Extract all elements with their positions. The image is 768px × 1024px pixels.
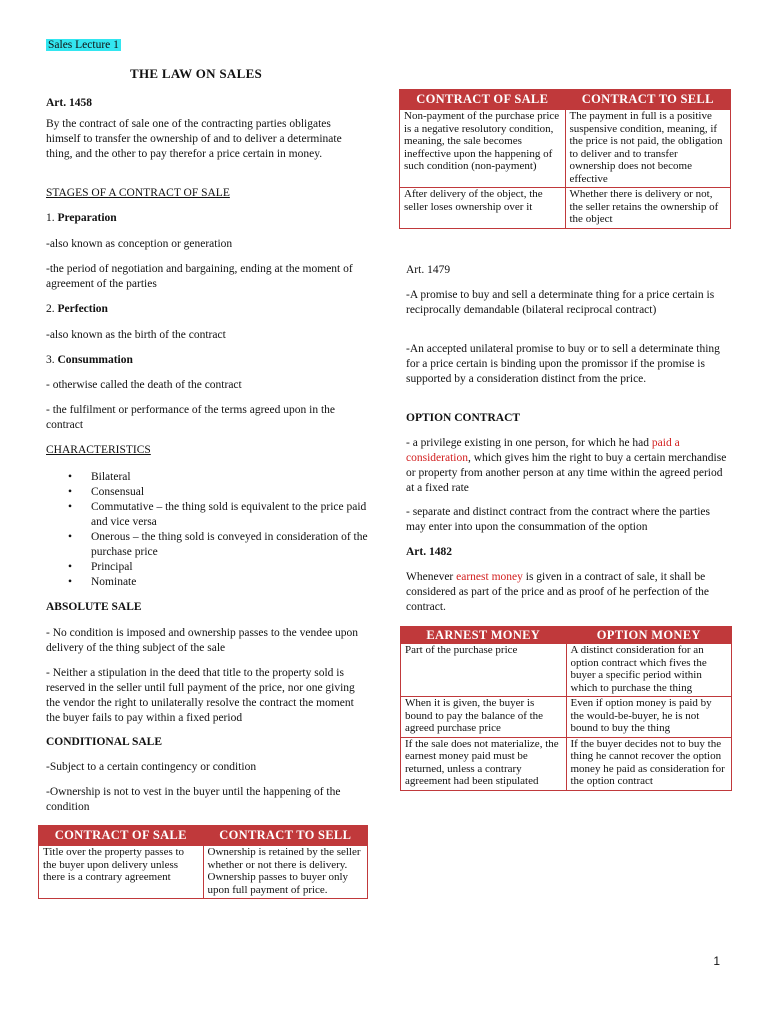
art1458-heading: Art. 1458 xyxy=(46,97,92,109)
col-contract-of-sale: CONTRACT OF SALE xyxy=(39,826,204,846)
stage-2-title xyxy=(46,302,108,317)
stage-3-title xyxy=(46,353,133,368)
stage-3-desc-b: - the fulfilment or performance of the terms agreed upon in the contract xyxy=(46,404,335,431)
stages-heading: STAGES OF A CONTRACT OF SALE xyxy=(46,187,230,199)
option-contract-p1 xyxy=(406,436,728,496)
header-tag-text: Sales Lecture 1 xyxy=(48,39,119,51)
characteristics-heading: CHARACTERISTICS xyxy=(46,444,151,456)
stage-3-desc-a: - otherwise called the death of the contract xyxy=(46,379,242,391)
table-cell: Non-payment of the purchase price is a negative resolutory condition, meaning, the sale becomes ineffective upon the happening of such condition (non-payment) xyxy=(400,110,566,188)
option-contract-heading: OPTION CONTRACT xyxy=(406,412,521,424)
characteristic-item: • Consensual xyxy=(46,485,368,500)
table-cell: A distinct consideration for an option contract which fives the buyer a specific period within which to purchase the thing xyxy=(566,644,732,697)
table-row xyxy=(39,846,368,899)
option-p1-highlight: paid a consideration xyxy=(406,437,680,464)
table-cell: The payment in full is a positive suspensive condition, meaning, if the price is not paid, the obligation to deliver and to transfer ownership does not become effective xyxy=(565,110,731,188)
characteristic-item: • Bilateral xyxy=(46,470,368,485)
sale-vs-sell-table-left xyxy=(38,825,368,899)
art1482-highlight: earnest money xyxy=(456,571,523,583)
stage-1-number: 1. xyxy=(46,212,58,224)
table-row xyxy=(401,697,732,738)
stage-1-label: Preparation xyxy=(57,212,117,224)
table-header-row xyxy=(401,627,732,644)
characteristic-item: • Nominate xyxy=(46,575,368,590)
table-row xyxy=(400,110,731,188)
table-row xyxy=(401,737,732,790)
table-cell: Ownership is retained by the seller whether or not there is delivery. Ownership passes to buyer only upon full payment of price. xyxy=(203,846,368,899)
stage-2-desc-a: -also known as the birth of the contract xyxy=(46,329,226,341)
art1482-text xyxy=(406,570,728,615)
art1479-p2: -An accepted unilateral promise to buy or to sell a determinate thing for a price certain is binding upon the promissor if the promise is supported by a consideration distinct from the price. xyxy=(406,343,720,385)
absolute-sale-p1: - No condition is imposed and ownership passes to the vendee upon delivery of the thing subject of the sale xyxy=(46,627,359,654)
characteristic-item: • Principal xyxy=(46,560,368,575)
stage-2-number: 2. xyxy=(46,303,58,315)
option-p1-text-cont: , which gives him the right to buy a certain merchandise or property from another person at any time within the agreed period at a fixed rate xyxy=(406,452,727,494)
stage-3-label: Consummation xyxy=(57,354,133,366)
table-cell: If the sale does not materialize, the earnest money paid must be returned, unless a contrary agreement had been stipulated xyxy=(401,737,567,790)
table-header-row xyxy=(39,826,368,846)
stage-2-label: Perfection xyxy=(57,303,108,315)
art1479-p1: -A promise to buy and sell a determinate thing for a price certain is reciprocally demandable (bilateral reciprocal contract) xyxy=(406,289,715,316)
characteristic-item: • Onerous – the thing sold is conveyed in consideration of the purchase price xyxy=(46,530,368,560)
col-option-money: OPTION MONEY xyxy=(566,627,732,644)
header-tag xyxy=(46,38,121,53)
option-p1-text: - a privilege existing in one person, for which he had xyxy=(406,437,652,449)
table-cell: Even if option money is paid by the would-be-buyer, he is not bound to buy the thing xyxy=(566,697,732,738)
conditional-sale-p1: -Subject to a certain contingency or condition xyxy=(46,761,257,773)
col-earnest-money: EARNEST MONEY xyxy=(401,627,567,644)
table-cell: Whether there is delivery or not, the seller retains the ownership of the object xyxy=(565,188,731,229)
col-contract-to-sell: CONTRACT TO SELL xyxy=(203,826,368,846)
table-row xyxy=(401,644,732,697)
characteristics-list xyxy=(46,470,368,590)
stage-1-desc-b: -the period of negotiation and bargaining, ending at the moment of agreement of the parties xyxy=(46,263,353,290)
page-number: 1 xyxy=(713,954,720,968)
option-contract-p2: - separate and distinct contract from the contract where the parties may enter into upon the consummation of the option xyxy=(406,506,710,533)
absolute-sale-heading: ABSOLUTE SALE xyxy=(46,601,142,613)
stage-3-number: 3. xyxy=(46,354,58,366)
page-title: THE LAW ON SALES xyxy=(130,66,263,81)
art1479-heading: Art. 1479 xyxy=(406,264,451,276)
stage-1-desc-a: -also known as conception or generation xyxy=(46,238,233,250)
earnest-vs-option-table xyxy=(400,626,732,791)
col-contract-of-sale: CONTRACT OF SALE xyxy=(400,90,566,110)
stage-1-title xyxy=(46,211,117,226)
table-cell: Part of the purchase price xyxy=(401,644,567,697)
table-cell: If the buyer decides not to buy the thing he cannot recover the option money he paid as consideration for the option contract xyxy=(566,737,732,790)
characteristic-item: • Commutative – the thing sold is equivalent to the price paid and vice versa xyxy=(46,500,368,530)
table-cell: Title over the property passes to the buyer upon delivery unless there is a contrary agreement xyxy=(39,846,204,899)
absolute-sale-p2: - Neither a stipulation in the deed that title to the property sold is reserved in the seller until full payment of the price, nor one giving the vendor the right to unilaterally resolve the contract the moment the buyer fails to pay within a fixed period xyxy=(46,667,355,724)
col-contract-to-sell: CONTRACT TO SELL xyxy=(565,90,731,110)
table-cell: When it is given, the buyer is bound to pay the balance of the agreed purchase price xyxy=(401,697,567,738)
art1482-text-post: is given in a contract of sale, it shall be considered as part of the price and as proof of he perfection of the contract. xyxy=(406,571,710,613)
art1458-text: By the contract of sale one of the contracting parties obligates himself to transfer the ownership of and to deliver a determinate thing, and the other to pay therefor a price certain in money. xyxy=(46,118,342,160)
conditional-sale-p2: -Ownership is not to vest in the buyer until the happening of the condition xyxy=(46,786,341,813)
table-row xyxy=(400,188,731,229)
table-cell: After delivery of the object, the seller loses ownership over it xyxy=(400,188,566,229)
conditional-sale-heading: CONDITIONAL SALE xyxy=(46,736,162,748)
table-header-row xyxy=(400,90,731,110)
art1482-heading: Art. 1482 xyxy=(406,546,452,558)
sale-vs-sell-table-right xyxy=(399,89,731,229)
art1482-text-pre: Whenever xyxy=(406,571,457,583)
